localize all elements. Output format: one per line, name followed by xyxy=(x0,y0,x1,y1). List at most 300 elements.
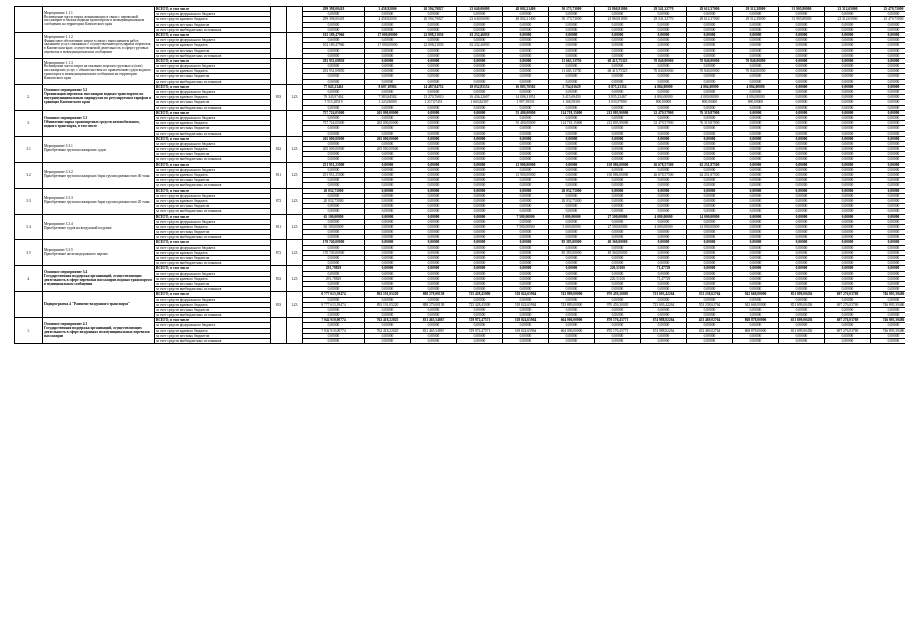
amount-cell: 0,00000 xyxy=(733,64,779,69)
total-amount-cell: 0,00000 xyxy=(303,105,365,110)
amount-cell: 0,00000 xyxy=(641,313,687,318)
amount-cell: 0,00000 xyxy=(641,235,687,240)
amount-cell: 0,00000 xyxy=(595,152,641,157)
amount-cell: 0,00000 xyxy=(825,281,871,286)
amount-cell: 0,00000 xyxy=(549,281,595,286)
amount-cell: 942 668,00000 xyxy=(733,302,779,307)
amount-cell: 0,00000 xyxy=(687,147,733,152)
amount-cell: 0,00000 xyxy=(779,100,825,105)
amount-cell: 762 418,22025 xyxy=(365,328,411,333)
funding-source-cell: за счет средств местных бюджетов xyxy=(155,230,271,235)
amount-cell: 0,00000 xyxy=(503,115,549,120)
total-amount-cell: 0,00000 xyxy=(303,307,365,312)
amount-cell: 1 168,58391 xyxy=(549,100,595,105)
amount-cell: 0,00000 xyxy=(687,131,733,136)
amount-cell: 63 232,46830 xyxy=(457,32,503,37)
funding-source-cell: за счет средств внебюджетных источников xyxy=(155,53,271,58)
funding-source-cell: за счет средств федерального бюджета xyxy=(155,219,271,224)
total-amount-cell: 0,00000 xyxy=(303,167,365,172)
amount-cell: 0,00000 xyxy=(825,245,871,250)
amount-cell: 150 086,00000 xyxy=(595,162,641,167)
total-amount-cell: 102 189,47966 xyxy=(303,32,365,37)
amount-cell: 0,00000 xyxy=(641,79,687,84)
amount-cell: 0,00000 xyxy=(641,38,687,43)
amount-cell: 0,00000 xyxy=(503,141,549,146)
amount-cell: 0,00000 xyxy=(871,162,905,167)
funding-source-cell: ВСЕГО, в том числе xyxy=(155,136,271,141)
budget-code-cell: 872 xyxy=(271,188,287,214)
budget-code-cell xyxy=(271,110,287,136)
amount-cell: 0,00000 xyxy=(365,183,411,188)
amount-cell: 0,00000 xyxy=(411,79,457,84)
funding-source-cell: ВСЕГО, в том числе xyxy=(155,292,271,297)
amount-cell: 0,00000 xyxy=(365,79,411,84)
amount-cell: 0,00000 xyxy=(411,287,457,292)
amount-cell: 0,00000 xyxy=(411,240,457,245)
amount-cell: 0,00000 xyxy=(641,230,687,235)
amount-cell: 0,00000 xyxy=(779,287,825,292)
amount-cell: 892 191,05220 xyxy=(365,292,411,297)
amount-cell: 831 465,54867 xyxy=(411,328,457,333)
amount-cell: 0,00000 xyxy=(595,90,641,95)
amount-cell: 0,00000 xyxy=(825,79,871,84)
total-amount-cell: 0,00000 xyxy=(303,339,365,344)
amount-cell: 0,00000 xyxy=(825,110,871,115)
total-amount-cell: 0,00000 xyxy=(303,230,365,235)
amount-cell: 4 000,00000 xyxy=(687,95,733,100)
amount-cell: 0,00000 xyxy=(825,173,871,178)
amount-cell: 0,00000 xyxy=(457,209,503,214)
amount-cell: 0,00000 xyxy=(779,209,825,214)
amount-cell: 0,00000 xyxy=(457,250,503,255)
amount-cell: 868 878,00000 xyxy=(733,318,779,323)
amount-cell: 4 804,00000 xyxy=(733,84,779,89)
amount-cell: 0,00000 xyxy=(595,79,641,84)
amount-cell: 0,00000 xyxy=(779,276,825,281)
amount-cell: 114 718,15000 xyxy=(549,121,595,126)
amount-cell: 870 176,45771 xyxy=(595,328,641,333)
amount-cell: 0,00000 xyxy=(457,224,503,229)
amount-cell: 0,00000 xyxy=(733,198,779,203)
amount-cell: 831 465,54867 xyxy=(411,318,457,323)
budget-code-cell: L23 xyxy=(287,266,303,292)
amount-cell: 0,00000 xyxy=(457,287,503,292)
amount-cell: 12 900,00000 xyxy=(503,173,549,178)
amount-cell: 0,00000 xyxy=(549,136,595,141)
amount-cell: 22 098,21030 xyxy=(411,32,457,37)
amount-cell: 518 024,65964 xyxy=(503,328,549,333)
amount-cell: 518 024,65964 xyxy=(503,318,549,323)
amount-cell: 0,00000 xyxy=(871,105,905,110)
amount-cell: 0,00000 xyxy=(871,313,905,318)
amount-cell: 0,00000 xyxy=(595,22,641,27)
activity-description-cell: Мероприятие 3.3.1 Приобретение грузопассажирских судов xyxy=(43,136,155,162)
amount-cell: 0,00000 xyxy=(871,84,905,89)
amount-cell: 0,00000 xyxy=(503,32,549,37)
total-amount-cell: 292 931,69850 xyxy=(303,58,365,63)
amount-cell: 0,00000 xyxy=(503,235,549,240)
amount-cell: 0,00000 xyxy=(457,235,503,240)
amount-cell: 0,00000 xyxy=(457,276,503,281)
amount-cell: 0,00000 xyxy=(687,115,733,120)
funding-source-cell: за счет средств краевого бюджета xyxy=(155,121,271,126)
amount-cell: 70 840,80000 xyxy=(641,58,687,63)
amount-cell: 0,00000 xyxy=(733,27,779,32)
amount-cell: 0,00000 xyxy=(733,266,779,271)
amount-cell: 23 860,81000 xyxy=(595,7,641,12)
amount-cell: 0,00000 xyxy=(733,271,779,276)
amount-cell: 49 360,00000 xyxy=(595,240,641,245)
amount-cell: 0,00000 xyxy=(825,105,871,110)
funding-source-cell: за счет средств внебюджетных источников xyxy=(155,313,271,318)
amount-cell: 0,00000 xyxy=(733,204,779,209)
amount-cell: 0,00000 xyxy=(411,219,457,224)
amount-cell: 0,00000 xyxy=(733,53,779,58)
amount-cell: 48 002,21400 xyxy=(503,7,549,12)
amount-cell: 0,00000 xyxy=(503,43,549,48)
amount-cell: 0,00000 xyxy=(549,167,595,172)
amount-cell: 0,00000 xyxy=(871,339,905,344)
amount-cell: 31 905,80000 xyxy=(779,7,825,12)
total-amount-cell: 20 032,75000 xyxy=(303,188,365,193)
amount-cell: 0,00000 xyxy=(457,126,503,131)
total-amount-cell: 0,00000 xyxy=(303,281,365,286)
amount-cell: 0,00000 xyxy=(733,287,779,292)
row-number-cell: 1. xyxy=(15,318,43,344)
total-amount-cell: 0,00000 xyxy=(303,323,365,328)
amount-cell: 0,00000 xyxy=(825,339,871,344)
row-number-cell xyxy=(15,7,43,33)
amount-cell: 0,00000 xyxy=(641,22,687,27)
amount-cell: 0,00000 xyxy=(549,22,595,27)
amount-cell: 723 693,42264 xyxy=(641,292,687,297)
amount-cell: 0,00000 xyxy=(687,27,733,32)
amount-cell: 0,00000 xyxy=(825,261,871,266)
amount-cell: 0,00000 xyxy=(503,245,549,250)
amount-cell: 0,00000 xyxy=(595,204,641,209)
funding-source-cell: за счет средств внебюджетных источников xyxy=(155,261,271,266)
amount-cell: 0,00000 xyxy=(595,12,641,17)
amount-cell: 6 875,21352 xyxy=(595,84,641,89)
amount-cell: 29 512,38000 xyxy=(733,7,779,12)
amount-cell: 0,00000 xyxy=(549,105,595,110)
amount-cell: 0,00000 xyxy=(871,224,905,229)
amount-cell: 4 804,00000 xyxy=(687,84,733,89)
amount-cell: 0,00000 xyxy=(457,141,503,146)
amount-cell: 723 693,42264 xyxy=(641,302,687,307)
funding-source-cell: ВСЕГО, в том числе xyxy=(155,240,271,245)
amount-cell: 16 003,70582 xyxy=(503,84,549,89)
amount-cell: 27 500,00000 xyxy=(595,214,641,219)
funding-source-cell: за счет средств федерального бюджета xyxy=(155,193,271,198)
amount-cell: 0,00000 xyxy=(687,219,733,224)
total-amount-cell: 299 398,00418 xyxy=(303,7,365,12)
amount-cell: 0,00000 xyxy=(871,261,905,266)
amount-cell: 0,00000 xyxy=(549,323,595,328)
amount-cell: 0,00000 xyxy=(365,115,411,120)
amount-cell: 0,00000 xyxy=(411,115,457,120)
total-amount-cell: 0,00000 xyxy=(303,333,365,338)
amount-cell: 0,00000 xyxy=(871,230,905,235)
amount-cell: 23 860,81000 xyxy=(595,17,641,22)
amount-cell: 0,00000 xyxy=(871,121,905,126)
amount-cell: 0,00000 xyxy=(365,313,411,318)
amount-cell: 0,00000 xyxy=(549,235,595,240)
budget-code-cell: 833 xyxy=(271,84,287,110)
total-amount-cell: 0,00000 xyxy=(303,27,365,32)
amount-cell: 0,00000 xyxy=(549,297,595,302)
amount-cell: 0,00000 xyxy=(549,173,595,178)
amount-cell: 0,00000 xyxy=(825,126,871,131)
budget-code-cell: 811 xyxy=(271,162,287,188)
amount-cell: 0,00000 xyxy=(779,183,825,188)
amount-cell: 0,00000 xyxy=(411,230,457,235)
amount-cell: 5 000,00000 xyxy=(549,214,595,219)
amount-cell: 76 319,87900 xyxy=(687,110,733,115)
total-amount-cell: 0,00000 xyxy=(303,204,365,209)
amount-cell: 0,00000 xyxy=(411,245,457,250)
amount-cell: 0,00000 xyxy=(549,193,595,198)
amount-cell: 0,00000 xyxy=(825,224,871,229)
amount-cell: 0,00000 xyxy=(871,157,905,162)
amount-cell: 0,00000 xyxy=(687,105,733,110)
funding-source-cell: за счет средств краевого бюджета xyxy=(155,173,271,178)
activity-description-cell: Основное мероприятие 3.2 Организация перевозок пассажиров водным транспортом по внутримуниципальным маршрутам по регулируемым тарифам в границах Камчатского края xyxy=(43,84,155,110)
amount-cell: 0,00000 xyxy=(687,178,733,183)
amount-cell: 0,00000 xyxy=(641,261,687,266)
amount-cell: 0,00000 xyxy=(779,147,825,152)
amount-cell: 0,00000 xyxy=(595,141,641,146)
total-amount-cell: 65 100,00000 xyxy=(303,224,365,229)
amount-cell: 0,00000 xyxy=(503,147,549,152)
amount-cell: 0,00000 xyxy=(595,333,641,338)
amount-cell: 0,00000 xyxy=(687,12,733,17)
amount-cell: 0,00000 xyxy=(871,152,905,157)
amount-cell: 28 612,37000 xyxy=(687,7,733,12)
total-amount-cell: 170 740,00000 xyxy=(303,240,365,245)
amount-cell: 0,00000 xyxy=(733,22,779,27)
amount-cell: 0,00000 xyxy=(641,198,687,203)
total-amount-cell: 0,00000 xyxy=(303,64,365,69)
row-number-cell: 4. xyxy=(15,266,43,292)
amount-cell: 0,00000 xyxy=(457,230,503,235)
amount-cell: 0,00000 xyxy=(779,12,825,17)
total-amount-cell: 265 000,00000 xyxy=(303,136,365,141)
row-number-cell: 3.1 xyxy=(15,136,43,162)
amount-cell: 0,00000 xyxy=(641,157,687,162)
amount-cell: 0,00000 xyxy=(687,141,733,146)
amount-cell: 4 804,00000 xyxy=(641,84,687,89)
amount-cell: 0,00000 xyxy=(871,271,905,276)
funding-source-cell: ВСЕГО, в том числе xyxy=(155,318,271,323)
amount-cell: 0,00000 xyxy=(779,339,825,344)
amount-cell: 0,00000 xyxy=(503,256,549,261)
amount-cell: 0,00000 xyxy=(687,43,733,48)
amount-cell: 0,00000 xyxy=(641,178,687,183)
amount-cell: 0,00000 xyxy=(687,157,733,162)
amount-cell: 0,00000 xyxy=(733,12,779,17)
amount-cell: 0,00000 xyxy=(457,27,503,32)
funding-source-cell: за счет средств местных бюджетов xyxy=(155,333,271,338)
amount-cell: 0,00000 xyxy=(641,287,687,292)
amount-cell: 0,00000 xyxy=(457,256,503,261)
amount-cell: 0,00000 xyxy=(365,256,411,261)
amount-cell: 0,00000 xyxy=(411,162,457,167)
amount-cell: 0,00000 xyxy=(687,281,733,286)
amount-cell: 0,00000 xyxy=(733,43,779,48)
amount-cell: 0,00000 xyxy=(871,209,905,214)
budget-table xyxy=(14,6,905,344)
amount-cell: 0,00000 xyxy=(503,64,549,69)
budget-code-cell xyxy=(287,318,303,344)
total-amount-cell: 0,00000 xyxy=(303,48,365,53)
activity-description-cell: Мероприятие 3.3.2 Приобретение грузопассажирских барж грузоподъемностью 40 тонн xyxy=(43,162,155,188)
amount-cell: 0,00000 xyxy=(549,115,595,120)
amount-cell: 70 840,00000 xyxy=(733,69,779,74)
amount-cell: 0,00000 xyxy=(779,95,825,100)
total-amount-cell: 0,00000 xyxy=(303,141,365,146)
amount-cell: 0,00000 xyxy=(825,198,871,203)
amount-cell: 0,00000 xyxy=(871,141,905,146)
amount-cell: 851 699,00456 xyxy=(779,292,825,297)
amount-cell: 0,00000 xyxy=(825,64,871,69)
amount-cell: 0,00000 xyxy=(365,27,411,32)
amount-cell: 0,00000 xyxy=(503,297,549,302)
amount-cell: 0,00000 xyxy=(687,209,733,214)
amount-cell: 0,00000 xyxy=(457,162,503,167)
amount-cell: 0,00000 xyxy=(825,307,871,312)
amount-cell: 0,00000 xyxy=(503,183,549,188)
amount-cell: 0,00000 xyxy=(411,307,457,312)
amount-cell: 0,00000 xyxy=(503,219,549,224)
amount-cell: 0,00000 xyxy=(365,214,411,219)
funding-source-cell: за счет средств краевого бюджета xyxy=(155,224,271,229)
amount-cell: 518 024,65964 xyxy=(503,302,549,307)
amount-cell: 0,00000 xyxy=(733,48,779,53)
amount-cell: 888 279,00158 xyxy=(411,292,457,297)
amount-cell: 0,00000 xyxy=(411,224,457,229)
amount-cell: 0,00000 xyxy=(411,188,457,193)
amount-cell: 0,00000 xyxy=(825,276,871,281)
amount-cell: 0,00000 xyxy=(687,297,733,302)
amount-cell: 0,00000 xyxy=(825,235,871,240)
amount-cell: 0,00000 xyxy=(641,339,687,344)
amount-cell: 0,00000 xyxy=(825,38,871,43)
amount-cell: 0,00000 xyxy=(457,266,503,271)
amount-cell: 0,00000 xyxy=(365,224,411,229)
amount-cell: 0,00000 xyxy=(687,323,733,328)
funding-source-cell: ВСЕГО, в том числе xyxy=(155,214,271,219)
amount-cell: 4 004,00000 xyxy=(733,95,779,100)
amount-cell: 664 006,00000 xyxy=(549,318,595,323)
amount-cell: 0,00000 xyxy=(595,27,641,32)
amount-cell: 0,00000 xyxy=(779,105,825,110)
amount-cell: 0,00000 xyxy=(779,69,825,74)
amount-cell: 0,00000 xyxy=(503,276,549,281)
funding-source-cell: за счет средств краевого бюджета xyxy=(155,276,271,281)
amount-cell: 0,00000 xyxy=(641,219,687,224)
amount-cell: 0,00000 xyxy=(411,58,457,63)
amount-cell: 0,00000 xyxy=(871,131,905,136)
amount-cell: 0,00000 xyxy=(503,230,549,235)
amount-cell: 0,00000 xyxy=(503,333,549,338)
budget-code-cell xyxy=(287,32,303,58)
total-amount-cell: 0,00000 xyxy=(303,115,365,120)
amount-cell: 0,00000 xyxy=(825,230,871,235)
amount-cell: 0,00000 xyxy=(503,261,549,266)
amount-cell: 0,00000 xyxy=(871,64,905,69)
amount-cell: 0,00000 xyxy=(641,141,687,146)
funding-source-cell: за счет средств внебюджетных источников xyxy=(155,235,271,240)
amount-cell: 0,00000 xyxy=(503,250,549,255)
amount-cell: 0,00000 xyxy=(641,256,687,261)
amount-cell: 800,00000 xyxy=(687,100,733,105)
amount-cell: 0,00000 xyxy=(871,204,905,209)
amount-cell: 32 479,57900 xyxy=(641,121,687,126)
amount-cell: 0,00000 xyxy=(457,188,503,193)
amount-cell: 0,00000 xyxy=(549,32,595,37)
amount-cell: 0,00000 xyxy=(779,313,825,318)
amount-cell: 0,00000 xyxy=(733,79,779,84)
amount-cell: 0,00000 xyxy=(733,333,779,338)
amount-cell: 0,00000 xyxy=(779,178,825,183)
amount-cell: 0,00000 xyxy=(687,339,733,344)
amount-cell: 0,00000 xyxy=(411,266,457,271)
amount-cell: 32 479,57900 xyxy=(641,110,687,115)
amount-cell: 0,00000 xyxy=(549,74,595,79)
amount-cell: 0,00000 xyxy=(641,27,687,32)
amount-cell: 0,00000 xyxy=(411,12,457,17)
amount-cell: 0,00000 xyxy=(365,339,411,344)
total-amount-cell: 292 931,69850 xyxy=(303,69,365,74)
amount-cell: 0,00000 xyxy=(549,157,595,162)
amount-cell: 697 276,03769 xyxy=(825,318,871,323)
amount-cell: 212 805,90000 xyxy=(595,110,641,115)
amount-cell: 0,00000 xyxy=(871,110,905,115)
total-amount-cell: 0,00000 xyxy=(303,261,365,266)
funding-source-cell: за счет средств внебюджетных источников xyxy=(155,183,271,188)
amount-cell: 0,00000 xyxy=(779,323,825,328)
amount-cell: 0,00000 xyxy=(411,38,457,43)
amount-cell: 11 665,13750 xyxy=(549,69,595,74)
amount-cell: 0,00000 xyxy=(779,79,825,84)
amount-cell: 0,00000 xyxy=(365,193,411,198)
amount-cell: 746 895,39486 xyxy=(871,328,905,333)
amount-cell: 0,00000 xyxy=(365,281,411,286)
amount-cell: 0,00000 xyxy=(733,276,779,281)
amount-cell: 29 541,32770 xyxy=(641,7,687,12)
amount-cell: 0,00000 xyxy=(825,74,871,79)
total-amount-cell: 170 740,00000 xyxy=(303,250,365,255)
amount-cell: 0,00000 xyxy=(503,105,549,110)
budget-code-cell: 822 xyxy=(271,136,287,162)
amount-cell: 0,00000 xyxy=(549,313,595,318)
amount-cell: 697 276,03769 xyxy=(825,292,871,297)
amount-cell: 0,00000 xyxy=(733,261,779,266)
amount-cell: 0,00000 xyxy=(503,323,549,328)
amount-cell: 0,00000 xyxy=(825,27,871,32)
amount-cell: 0,00000 xyxy=(871,74,905,79)
amount-cell: 0,00000 xyxy=(871,245,905,250)
amount-cell: 0,00000 xyxy=(871,333,905,338)
amount-cell: 0,00000 xyxy=(825,69,871,74)
amount-cell: 0,00000 xyxy=(365,157,411,162)
amount-cell: 265 000,00000 xyxy=(365,136,411,141)
amount-cell: 0,00000 xyxy=(825,84,871,89)
amount-cell: 0,00000 xyxy=(779,110,825,115)
amount-cell: 0,00000 xyxy=(411,157,457,162)
total-amount-cell: 0,00000 xyxy=(303,126,365,131)
